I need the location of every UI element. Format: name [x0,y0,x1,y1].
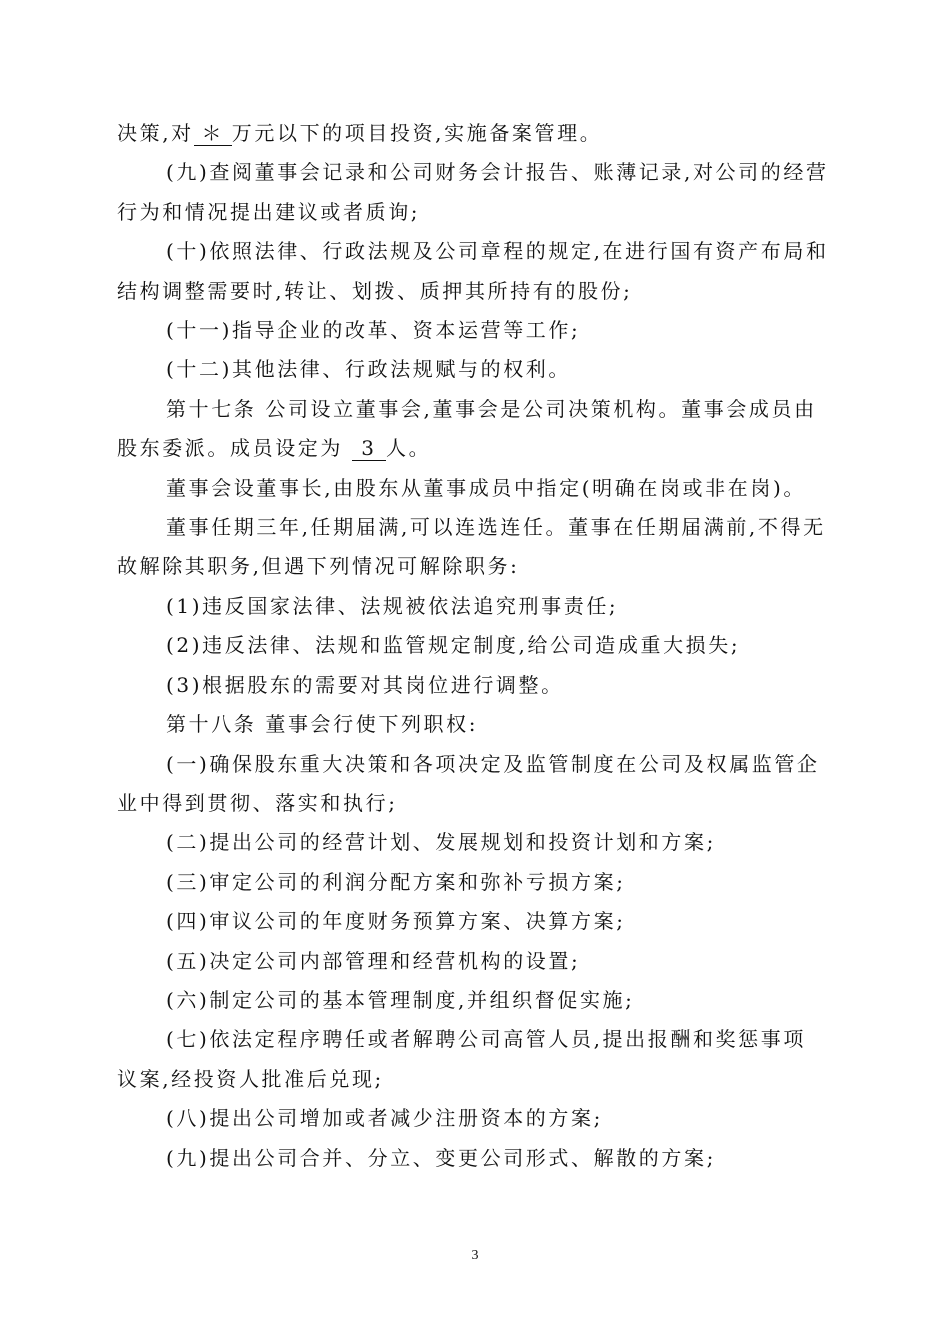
text-run: 董事任期三年,任期届满,可以连选连任。董事在任期届满前,不得无 [166,515,826,540]
paragraph-line [117,153,861,192]
paragraph-line [117,626,861,665]
text-run: (四)审议公司的年度财务预算方案、决算方案; [166,909,626,934]
paragraph-continuation-line [117,429,861,468]
paragraph-continuation-line [117,193,861,232]
paragraph-line [117,232,861,271]
text-run: (1)违反国家法律、法规被依法追究刑事责任; [166,593,619,618]
underlined-fill-value: ＊ [194,121,232,146]
paragraph-line [117,823,861,862]
text-run: (五)决定公司内部管理和经营机构的设置; [166,948,581,973]
paragraph-line [117,981,861,1020]
text-run: (十一)指导企业的改革、资本运营等工作; [166,318,581,343]
paragraph-line [117,508,861,547]
text-run: 第十八条 董事会行使下列职权: [166,712,479,737]
paragraph-line [117,350,861,389]
text-run: 股东委派。成员设定为 [117,436,352,461]
underlined-fill-value: 3 [352,436,386,461]
text-run: 结构调整需要时,转让、划拨、质押其所持有的股份; [117,278,633,303]
document-body [117,114,861,1178]
text-run: (六)制定公司的基本管理制度,并组织督促实施; [166,987,635,1012]
text-run: (九)提出公司合并、分立、变更公司形式、解散的方案; [166,1145,716,1170]
text-run: 业中得到贯彻、落实和执行; [117,790,398,815]
text-run: 决策,对 [117,121,194,145]
text-run: 人。 [385,436,432,461]
paragraph-continuation-line [117,1060,861,1099]
text-run: (3)根据股东的需要对其岗位进行调整。 [166,672,564,697]
text-run: (一)确保股东重大决策和各项决定及监管制度在公司及权属监管企 [166,751,820,776]
paragraph-line [117,469,861,508]
paragraph-line [117,114,861,153]
paragraph-line [117,587,861,626]
text-run: 行为和情况提出建议或者质询; [117,199,421,224]
text-run: (十)依照法律、行政法规及公司章程的规定,在进行国有资产布局和 [166,239,829,264]
text-run: (七)依法定程序聘任或者解聘公司高管人员,提出报酬和奖惩事项 [166,1027,806,1052]
paragraph-line [117,942,861,981]
text-run: 万元以下的项目投资,实施备案管理。 [231,121,603,145]
paragraph-line [117,1020,861,1059]
page-number: 3 [471,1248,479,1263]
paragraph-line [117,390,861,429]
paragraph-continuation-line [117,784,861,823]
text-run: 董事会设董事长,由股东从董事成员中指定(明确在岗或非在岗)。 [166,475,806,500]
paragraph-line [117,863,861,902]
paragraph-continuation-line [117,272,861,311]
text-run: (二)提出公司的经营计划、发展规划和投资计划和方案; [166,830,716,855]
text-run: (九)查阅董事会记录和公司财务会计报告、账薄记录,对公司的经营 [166,160,829,185]
text-run: 议案,经投资人批准后兑现; [117,1066,384,1091]
paragraph-line [117,705,861,744]
paragraph-continuation-line [117,547,861,586]
paragraph-line [117,745,861,784]
paragraph-line [117,1139,861,1178]
text-run: (八)提出公司增加或者减少注册资本的方案; [166,1106,603,1131]
text-run: 故解除其职务,但遇下列情况可解除职务: [117,554,520,579]
text-run: (十二)其他法律、行政法规赋与的权利。 [166,357,572,382]
paragraph-line [117,902,861,941]
text-run: (三)审定公司的利润分配方案和弥补亏损方案; [166,869,626,894]
text-run: 第十七条 公司设立董事会,董事会是公司决策机构。董事会成员由 [166,396,817,421]
paragraph-line [117,1099,861,1138]
paragraph-line [117,311,861,350]
paragraph-line [117,666,861,705]
text-run: (2)违反法律、法规和监管规定制度,给公司造成重大损失; [166,633,741,658]
